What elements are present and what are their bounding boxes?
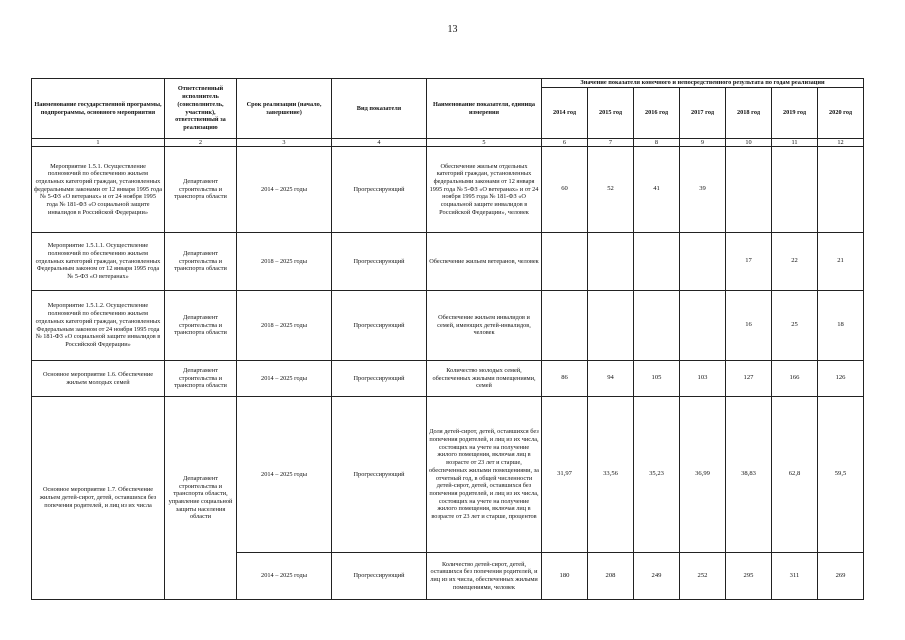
header-year: 2015 год [588, 88, 634, 139]
column-number: 12 [818, 139, 864, 147]
header-year: 2017 год [680, 88, 726, 139]
indicator-type-cell: Прогрессирующий [332, 233, 427, 291]
executor-cell: Департамент строительства и транспорта области [165, 361, 237, 397]
period-cell: 2018 – 2025 годы [237, 233, 332, 291]
program-name-cell: Мероприятие 1.5.1.1. Осуществление полномочий по обеспечению жильем отдельных категорий граждан, установленных Федеральным законом от 12 января 1995 года № 5-ФЗ «О ветеранах» [32, 233, 165, 291]
value-cell: 180 [542, 553, 588, 600]
period-cell: 2014 – 2025 годы [237, 147, 332, 233]
indicator-type-cell: Прогрессирующий [332, 397, 427, 553]
value-cell: 31,97 [542, 397, 588, 553]
header-year: 2018 год [726, 88, 772, 139]
program-name-cell: Основное мероприятие 1.6. Обеспечение жильем молодых семей [32, 361, 165, 397]
value-cell: 249 [634, 553, 680, 600]
value-cell: 17 [726, 233, 772, 291]
indicator-type-cell: Прогрессирующий [332, 291, 427, 361]
header-indicator-name: Наименование показателя, единица измерения [427, 79, 542, 139]
column-number: 1 [32, 139, 165, 147]
value-cell: 126 [818, 361, 864, 397]
value-cell: 38,83 [726, 397, 772, 553]
header-year: 2019 год [772, 88, 818, 139]
column-number: 4 [332, 139, 427, 147]
value-cell: 127 [726, 361, 772, 397]
header-values-group: Значение показателя конечного и непосредственного результата по годам реализации [542, 79, 864, 88]
value-cell [588, 233, 634, 291]
header-period: Срок реализации (начало, завершение) [237, 79, 332, 139]
indicator-type-cell: Прогрессирующий [332, 361, 427, 397]
table-row [32, 233, 864, 291]
value-cell: 39 [680, 147, 726, 233]
value-cell: 166 [772, 361, 818, 397]
value-cell: 295 [726, 553, 772, 600]
program-name-cell: Мероприятие 1.5.1.2. Осуществление полномочий по обеспечению жильем отдельных категорий граждан, установленных Федеральным законом от 24 ноября 1995 года № 181-ФЗ «О социальной защите инвалидов в Российской Федерации» [32, 291, 165, 361]
column-number: 6 [542, 139, 588, 147]
column-numbers-row [32, 139, 864, 147]
value-cell: 59,5 [818, 397, 864, 553]
value-cell: 94 [588, 361, 634, 397]
header-executor: Ответственный исполнитель (соисполнитель, участник), ответственный за реализацию [165, 79, 237, 139]
value-cell: 35,23 [634, 397, 680, 553]
table-row [32, 361, 864, 397]
value-cell: 41 [634, 147, 680, 233]
column-number: 3 [237, 139, 332, 147]
program-name-cell: Мероприятие 1.5.1. Осуществление полномочий по обеспечению жильем отдельных категорий граждан, установленных федеральными законами от 12 января 1995 года № 5-ФЗ «О ветеранах» и от 24 ноября 1995 года № 181-ФЗ «О социальной защите инвалидов в Российской Федерации» [32, 147, 165, 233]
value-cell: 103 [680, 361, 726, 397]
header-year: 2014 год [542, 88, 588, 139]
table-row [32, 397, 864, 553]
value-cell: 52 [588, 147, 634, 233]
header-year: 2020 год [818, 88, 864, 139]
value-cell: 86 [542, 361, 588, 397]
page-number: 13 [447, 24, 458, 35]
value-cell: 33,56 [588, 397, 634, 553]
value-cell: 22 [772, 233, 818, 291]
executor-cell: Департамент строительства и транспорта области, управление социальной защиты населения области [165, 397, 237, 600]
indicator-name-cell: Доля детей-сирот, детей, оставшихся без попечения родителей, и лиц из их числа, состоящих на учете на получение жилого помещения, включая лиц в возрасте от 23 лет и старше, обеспеченных жилыми помещениями, за отчетный год, в общей численности детей-сирот, детей, оставшихся без попечения родителей, и лиц из их числа, состоящих на учете на получение жилого помещения, включая лиц в возрасте от 23 лет и старше, процентов [427, 397, 542, 553]
header-indicator-type: Вид показателя [332, 79, 427, 139]
column-number: 11 [772, 139, 818, 147]
value-cell: 16 [726, 291, 772, 361]
indicator-name-cell: Количество молодых семей, обеспеченных жилыми помещениями, семей [427, 361, 542, 397]
indicator-name-cell: Обеспечение жильем инвалидов и семей, имеющих детей-инвалидов, человек [427, 291, 542, 361]
value-cell [634, 233, 680, 291]
value-cell [772, 147, 818, 233]
header-program-name: Наименование государственной программы, подпрограммы, основного мероприятия [32, 79, 165, 139]
value-cell [680, 291, 726, 361]
executor-cell: Департамент строительства и транспорта области [165, 233, 237, 291]
value-cell [818, 147, 864, 233]
indicator-type-cell: Прогрессирующий [332, 553, 427, 600]
value-cell: 60 [542, 147, 588, 233]
indicator-type-cell: Прогрессирующий [332, 147, 427, 233]
period-cell: 2014 – 2025 годы [237, 361, 332, 397]
value-cell: 269 [818, 553, 864, 600]
value-cell: 21 [818, 233, 864, 291]
indicator-name-cell: Количество детей-сирот, детей, оставшихся без попечения родителей, и лиц из их числа, обеспеченных жилыми помещениями, человек [427, 553, 542, 600]
table-row [32, 147, 864, 233]
value-cell [542, 233, 588, 291]
column-number: 8 [634, 139, 680, 147]
value-cell: 105 [634, 361, 680, 397]
value-cell: 208 [588, 553, 634, 600]
value-cell: 25 [772, 291, 818, 361]
indicator-name-cell: Обеспечение жильем ветеранов, человек [427, 233, 542, 291]
table-row [32, 291, 864, 361]
column-number: 5 [427, 139, 542, 147]
indicators-table [31, 78, 864, 600]
value-cell [680, 233, 726, 291]
value-cell [542, 291, 588, 361]
value-cell: 62,8 [772, 397, 818, 553]
value-cell [588, 291, 634, 361]
program-name-cell: Основное мероприятие 1.7. Обеспечение жильем детей-сирот, детей, оставшихся без попечения родителей, и лиц из их числа [32, 397, 165, 600]
value-cell: 311 [772, 553, 818, 600]
column-number: 10 [726, 139, 772, 147]
period-cell: 2018 – 2025 годы [237, 291, 332, 361]
indicator-name-cell: Обеспечение жильем отдельных категорий граждан, установленных федеральными законами от 12 января 1995 года № 5-ФЗ «О ветеранах» и от 24 ноября 1995 года № 181-ФЗ «О социальной защите инвалидов в Российской Федерации», человек [427, 147, 542, 233]
column-number: 2 [165, 139, 237, 147]
value-cell [726, 147, 772, 233]
executor-cell: Департамент строительства и транспорта области [165, 147, 237, 233]
header-year: 2016 год [634, 88, 680, 139]
value-cell [634, 291, 680, 361]
value-cell: 252 [680, 553, 726, 600]
value-cell: 36,99 [680, 397, 726, 553]
period-cell: 2014 – 2025 годы [237, 553, 332, 600]
column-number: 9 [680, 139, 726, 147]
period-cell: 2014 – 2025 годы [237, 397, 332, 553]
executor-cell: Департамент строительства и транспорта области [165, 291, 237, 361]
column-number: 7 [588, 139, 634, 147]
value-cell: 18 [818, 291, 864, 361]
